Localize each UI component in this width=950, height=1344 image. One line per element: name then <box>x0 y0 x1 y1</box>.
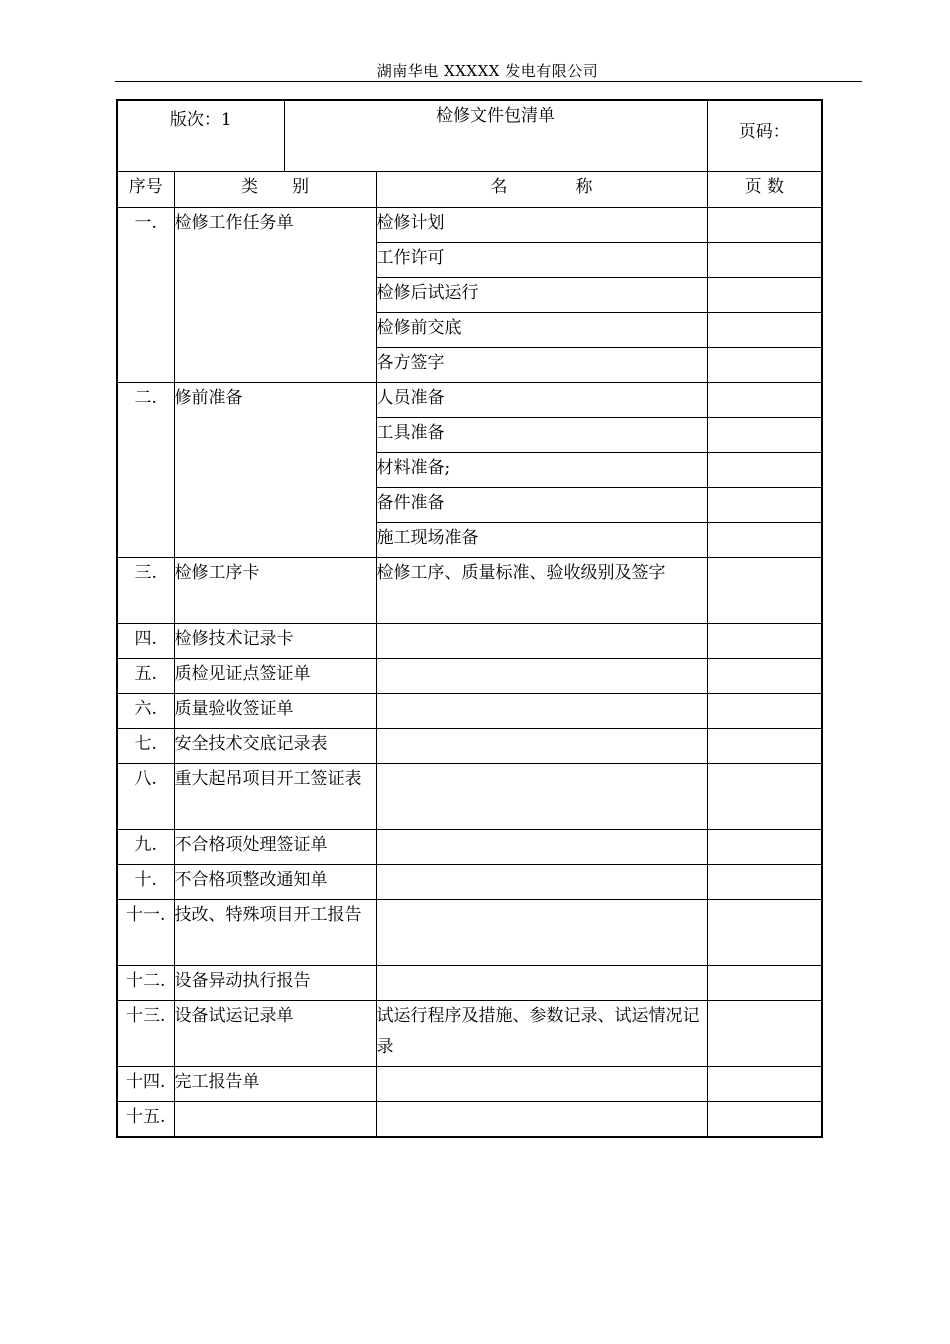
row-item-name <box>376 729 707 764</box>
column-header-row <box>117 172 822 208</box>
row-seq: 八. <box>117 764 174 830</box>
row-page-count[interactable] <box>707 900 822 966</box>
row-seq: 十二. <box>117 966 174 1001</box>
column-header-pages: 页 数 <box>707 172 822 208</box>
row-page-count[interactable] <box>707 313 822 348</box>
row-page-count[interactable] <box>707 764 822 830</box>
row-category: 设备异动执行报告 <box>174 966 376 1001</box>
column-header-name: 名 称 <box>376 172 707 208</box>
row-seq: 十五. <box>117 1102 174 1137</box>
row-item-name: 试运行程序及措施、参数记录、试运情况记录 <box>376 1001 707 1067</box>
row-seq: 十三. <box>117 1001 174 1067</box>
table-row <box>117 764 822 830</box>
row-page-count[interactable] <box>707 523 822 558</box>
header-rule <box>115 81 862 82</box>
row-page-count[interactable] <box>707 243 822 278</box>
row-item-name: 材料准备; <box>376 453 707 488</box>
row-seq: 二. <box>117 383 174 558</box>
row-category: 检修工序卡 <box>174 558 376 624</box>
row-category: 设备试运记录单 <box>174 1001 376 1067</box>
row-seq: 四. <box>117 624 174 659</box>
row-page-count[interactable] <box>707 348 822 383</box>
table-row <box>117 558 822 624</box>
row-page-count[interactable] <box>707 208 822 243</box>
row-item-name: 人员准备 <box>376 383 707 418</box>
table-row <box>117 1102 822 1137</box>
row-item-name: 检修工序、质量标准、验收级别及签字 <box>376 558 707 624</box>
row-page-count[interactable] <box>707 558 822 624</box>
row-item-name: 备件准备 <box>376 488 707 523</box>
row-item-name <box>376 900 707 966</box>
row-seq: 十. <box>117 865 174 900</box>
row-category: 质检见证点签证单 <box>174 659 376 694</box>
row-seq: 十一. <box>117 900 174 966</box>
row-item-name: 工具准备 <box>376 418 707 453</box>
row-item-name <box>376 694 707 729</box>
column-header-seq: 序号 <box>117 172 174 208</box>
table-row <box>117 659 822 694</box>
company-header: 湖南华电 XXXXX 发电有限公司 <box>376 62 599 80</box>
row-seq: 三. <box>117 558 174 624</box>
row-item-name <box>376 624 707 659</box>
row-category: 修前准备 <box>174 383 376 558</box>
page-number-label: 页码： <box>707 100 822 172</box>
row-page-count[interactable] <box>707 278 822 313</box>
file-package-table <box>116 99 823 1138</box>
row-category: 不合格项处理签证单 <box>174 830 376 865</box>
version-label: 版次：1 <box>117 100 284 172</box>
row-page-count[interactable] <box>707 1067 822 1102</box>
table-row <box>117 830 822 865</box>
row-item-name: 工作许可 <box>376 243 707 278</box>
row-item-name: 各方签字 <box>376 348 707 383</box>
row-page-count[interactable] <box>707 383 822 418</box>
row-category: 技改、特殊项目开工报告 <box>174 900 376 966</box>
row-category <box>174 1102 376 1137</box>
row-category: 安全技术交底记录表 <box>174 729 376 764</box>
row-seq: 六. <box>117 694 174 729</box>
row-page-count[interactable] <box>707 865 822 900</box>
table-row <box>117 729 822 764</box>
row-item-name: 施工现场准备 <box>376 523 707 558</box>
row-item-name <box>376 659 707 694</box>
table-row <box>117 383 822 418</box>
row-page-count[interactable] <box>707 453 822 488</box>
row-page-count[interactable] <box>707 966 822 1001</box>
table-row <box>117 865 822 900</box>
row-category: 质量验收签证单 <box>174 694 376 729</box>
row-page-count[interactable] <box>707 1102 822 1137</box>
table-row <box>117 694 822 729</box>
row-category: 不合格项整改通知单 <box>174 865 376 900</box>
row-item-name: 检修计划 <box>376 208 707 243</box>
row-seq: 一. <box>117 208 174 383</box>
row-category: 检修工作任务单 <box>174 208 376 383</box>
row-item-name: 检修前交底 <box>376 313 707 348</box>
table-row <box>117 1067 822 1102</box>
column-header-category: 类 别 <box>174 172 376 208</box>
row-page-count[interactable] <box>707 624 822 659</box>
title-row <box>117 100 822 172</box>
row-item-name <box>376 966 707 1001</box>
row-item-name <box>376 1102 707 1137</box>
table-row <box>117 900 822 966</box>
document-title: 检修文件包清单 <box>284 100 707 172</box>
row-page-count[interactable] <box>707 694 822 729</box>
table-row <box>117 966 822 1001</box>
row-page-count[interactable] <box>707 1001 822 1067</box>
table-row <box>117 1001 822 1067</box>
row-seq: 九. <box>117 830 174 865</box>
row-seq: 七. <box>117 729 174 764</box>
row-category: 重大起吊项目开工签证表 <box>174 764 376 830</box>
row-category: 检修技术记录卡 <box>174 624 376 659</box>
row-seq: 十四. <box>117 1067 174 1102</box>
row-page-count[interactable] <box>707 729 822 764</box>
row-seq: 五. <box>117 659 174 694</box>
row-item-name <box>376 1067 707 1102</box>
row-category: 完工报告单 <box>174 1067 376 1102</box>
table-row <box>117 624 822 659</box>
row-page-count[interactable] <box>707 488 822 523</box>
row-item-name <box>376 764 707 830</box>
row-page-count[interactable] <box>707 659 822 694</box>
row-item-name <box>376 830 707 865</box>
row-item-name <box>376 865 707 900</box>
row-item-name: 检修后试运行 <box>376 278 707 313</box>
row-page-count[interactable] <box>707 418 822 453</box>
table-row <box>117 208 822 243</box>
row-page-count[interactable] <box>707 830 822 865</box>
